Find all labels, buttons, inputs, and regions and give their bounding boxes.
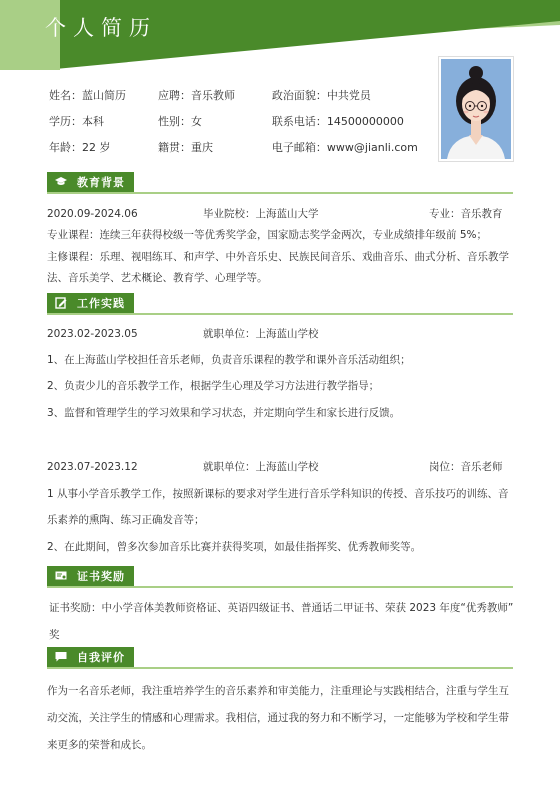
section-tag	[47, 566, 134, 586]
work-job1-date: 2023.02-2023.05	[47, 328, 138, 340]
page-title: 个人简历	[45, 16, 157, 40]
info-hometown: 籍贯：重庆	[158, 141, 213, 154]
section-self-header	[47, 647, 513, 671]
info-phone: 联系电话：14500000000	[271, 115, 404, 128]
work-job1-item: 3、监督和管理学生的学习效果和学习状态，并定期向学生和家长进行反馈。	[47, 407, 401, 419]
work-job2-position: 岗位：音乐老师	[429, 461, 503, 473]
section-divider	[47, 192, 513, 194]
certs-line: 奖	[49, 629, 60, 641]
education-major-courses-cont: 法、音乐美学、艺术概论、教育学、心理学等。	[47, 272, 268, 284]
info-name: 姓名：蓝山简历	[49, 89, 126, 102]
info-email: 电子邮箱：www@jianli.com	[271, 141, 418, 154]
work-job1-unit: 就职单位：上海蓝山学校	[203, 328, 319, 340]
section-title: 教育背景	[77, 176, 125, 189]
work-job2-unit: 就职单位：上海蓝山学校	[203, 461, 319, 473]
avatar-illustration	[441, 59, 511, 159]
info-row	[49, 82, 429, 108]
work-job1-item: 2、负责少儿的音乐教学工作，根据学生心理及学习方法进行教学指导；	[47, 380, 380, 392]
education-major-courses: 主修课程：乐理、视唱练耳、和声学、中外音乐史、民族民间音乐、戏曲音乐、曲式分析、音乐教学	[47, 251, 509, 263]
section-education-header	[47, 172, 513, 196]
section-divider	[47, 586, 513, 588]
section-title: 证书奖励	[77, 570, 125, 583]
graduation-cap-icon	[55, 176, 67, 188]
self-eval-line: 动交流，关注学生的情感和心理需求。我相信，通过我的努力和不断学习，一定能够为学校和学生带	[47, 712, 509, 724]
section-tag	[47, 647, 134, 667]
section-title: 自我评价	[77, 651, 125, 664]
edit-icon	[55, 297, 67, 309]
info-education: 学历：本科	[49, 115, 104, 128]
info-row	[49, 108, 429, 134]
section-work-header	[47, 293, 513, 317]
info-political: 政治面貌：中共党员	[271, 89, 371, 102]
education-major: 专业：音乐教育	[429, 208, 503, 220]
personal-info	[49, 82, 429, 160]
certs-line: 证书奖励：中小学音体美教师资格证、英语四级证书、普通话二甲证书、荣获 2023 年度“优秀教师”	[49, 602, 514, 614]
message-icon	[55, 651, 67, 663]
self-eval-line: 来更多的荣誉和成长。	[47, 739, 152, 751]
section-tag	[47, 172, 134, 192]
work-job1-item: 1、在上海蓝山学校担任音乐老师，负责音乐课程的教学和课外音乐活动组织；	[47, 354, 411, 366]
self-eval-line: 作为一名音乐老师，我注重培养学生的音乐素养和审美能力，注重理论与实践相结合，注重与学生互	[47, 685, 509, 697]
section-divider	[47, 667, 513, 669]
section-tag	[47, 293, 134, 313]
education-school: 毕业院校：上海蓝山大学	[203, 208, 319, 220]
info-row	[49, 134, 429, 160]
work-job2-item: 乐素养的熏陶、练习正确发音等；	[47, 514, 205, 526]
work-job2-date: 2023.07-2023.12	[47, 461, 138, 473]
education-date: 2020.09-2024.06	[47, 208, 138, 220]
info-gender: 性别：女	[158, 115, 202, 128]
info-position: 应聘：音乐教师	[158, 89, 235, 102]
work-job2-item: 1 从事小学音乐教学工作，按照新课标的要求对学生进行音乐学科知识的传授、音乐技巧的训练、音	[47, 488, 509, 500]
avatar-photo	[438, 56, 514, 162]
work-job2-item: 2、在此期间，曾多次参加音乐比赛并获得奖项，如最佳指挥奖、优秀教师奖等。	[47, 541, 422, 553]
section-divider	[47, 313, 513, 315]
section-certs-header	[47, 566, 513, 590]
info-age: 年龄：22 岁	[49, 141, 111, 154]
section-title: 工作实践	[77, 297, 125, 310]
education-courses: 专业课程：连续三年获得校级一等优秀奖学金，国家励志奖学金两次，专业成绩排年级前 5%；	[47, 229, 487, 241]
certificate-icon	[55, 570, 67, 582]
